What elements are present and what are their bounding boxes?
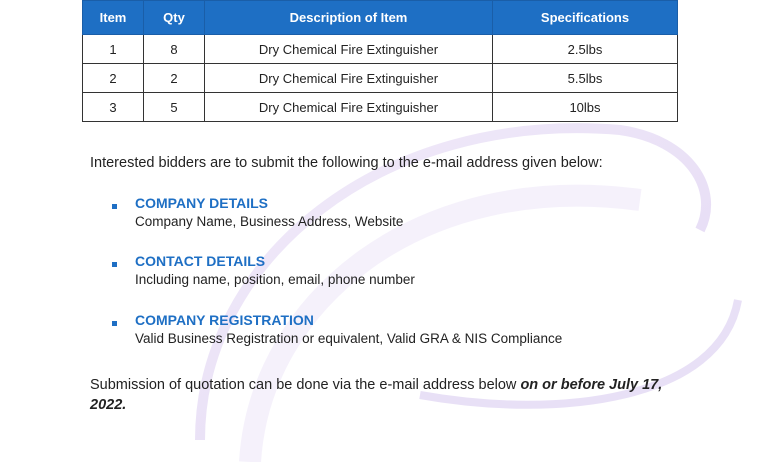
cell-description: Dry Chemical Fire Extinguisher bbox=[205, 64, 493, 93]
table-row bbox=[83, 35, 678, 64]
cell-item: 3 bbox=[83, 93, 144, 122]
requirement-detail: Including name, position, email, phone number bbox=[135, 272, 415, 287]
cell-spec: 10lbs bbox=[493, 93, 678, 122]
table-header-row bbox=[83, 1, 678, 35]
requirement-title: CONTACT DETAILS bbox=[135, 253, 266, 269]
requirement-detail: Valid Business Registration or equivalent, Valid GRA & NIS Compliance bbox=[135, 331, 563, 346]
cell-item: 2 bbox=[83, 64, 144, 93]
submission-paragraph bbox=[90, 375, 690, 415]
bullet-icon bbox=[112, 321, 117, 326]
cell-qty: 2 bbox=[144, 64, 205, 93]
cell-spec: 5.5lbs bbox=[493, 64, 678, 93]
cell-qty: 8 bbox=[144, 35, 205, 64]
header-qty: Qty bbox=[144, 1, 205, 35]
cell-item: 1 bbox=[83, 35, 144, 64]
cell-qty: 5 bbox=[144, 93, 205, 122]
header-specifications: Specifications bbox=[493, 1, 678, 35]
bullet-icon bbox=[112, 262, 117, 267]
header-description: Description of Item bbox=[205, 1, 493, 35]
requirement-detail: Company Name, Business Address, Website bbox=[135, 214, 404, 229]
cell-description: Dry Chemical Fire Extinguisher bbox=[205, 35, 493, 64]
requirement-title: COMPANY REGISTRATION bbox=[135, 312, 314, 328]
submission-deadline: on or before July 17, 2022. bbox=[90, 377, 663, 413]
table-row bbox=[83, 64, 678, 93]
cell-description: Dry Chemical Fire Extinguisher bbox=[205, 93, 493, 122]
requirement-title: COMPANY DETAILS bbox=[135, 195, 269, 211]
cell-spec: 2.5lbs bbox=[493, 35, 678, 64]
bullet-icon bbox=[112, 204, 117, 209]
table-row bbox=[83, 93, 678, 122]
intro-text: Interested bidders are to submit the following to the e-mail address given below: bbox=[90, 155, 603, 171]
header-item: Item bbox=[83, 1, 144, 35]
submission-text: Submission of quotation can be done via the e-mail address below bbox=[90, 377, 521, 393]
items-table bbox=[82, 0, 678, 122]
